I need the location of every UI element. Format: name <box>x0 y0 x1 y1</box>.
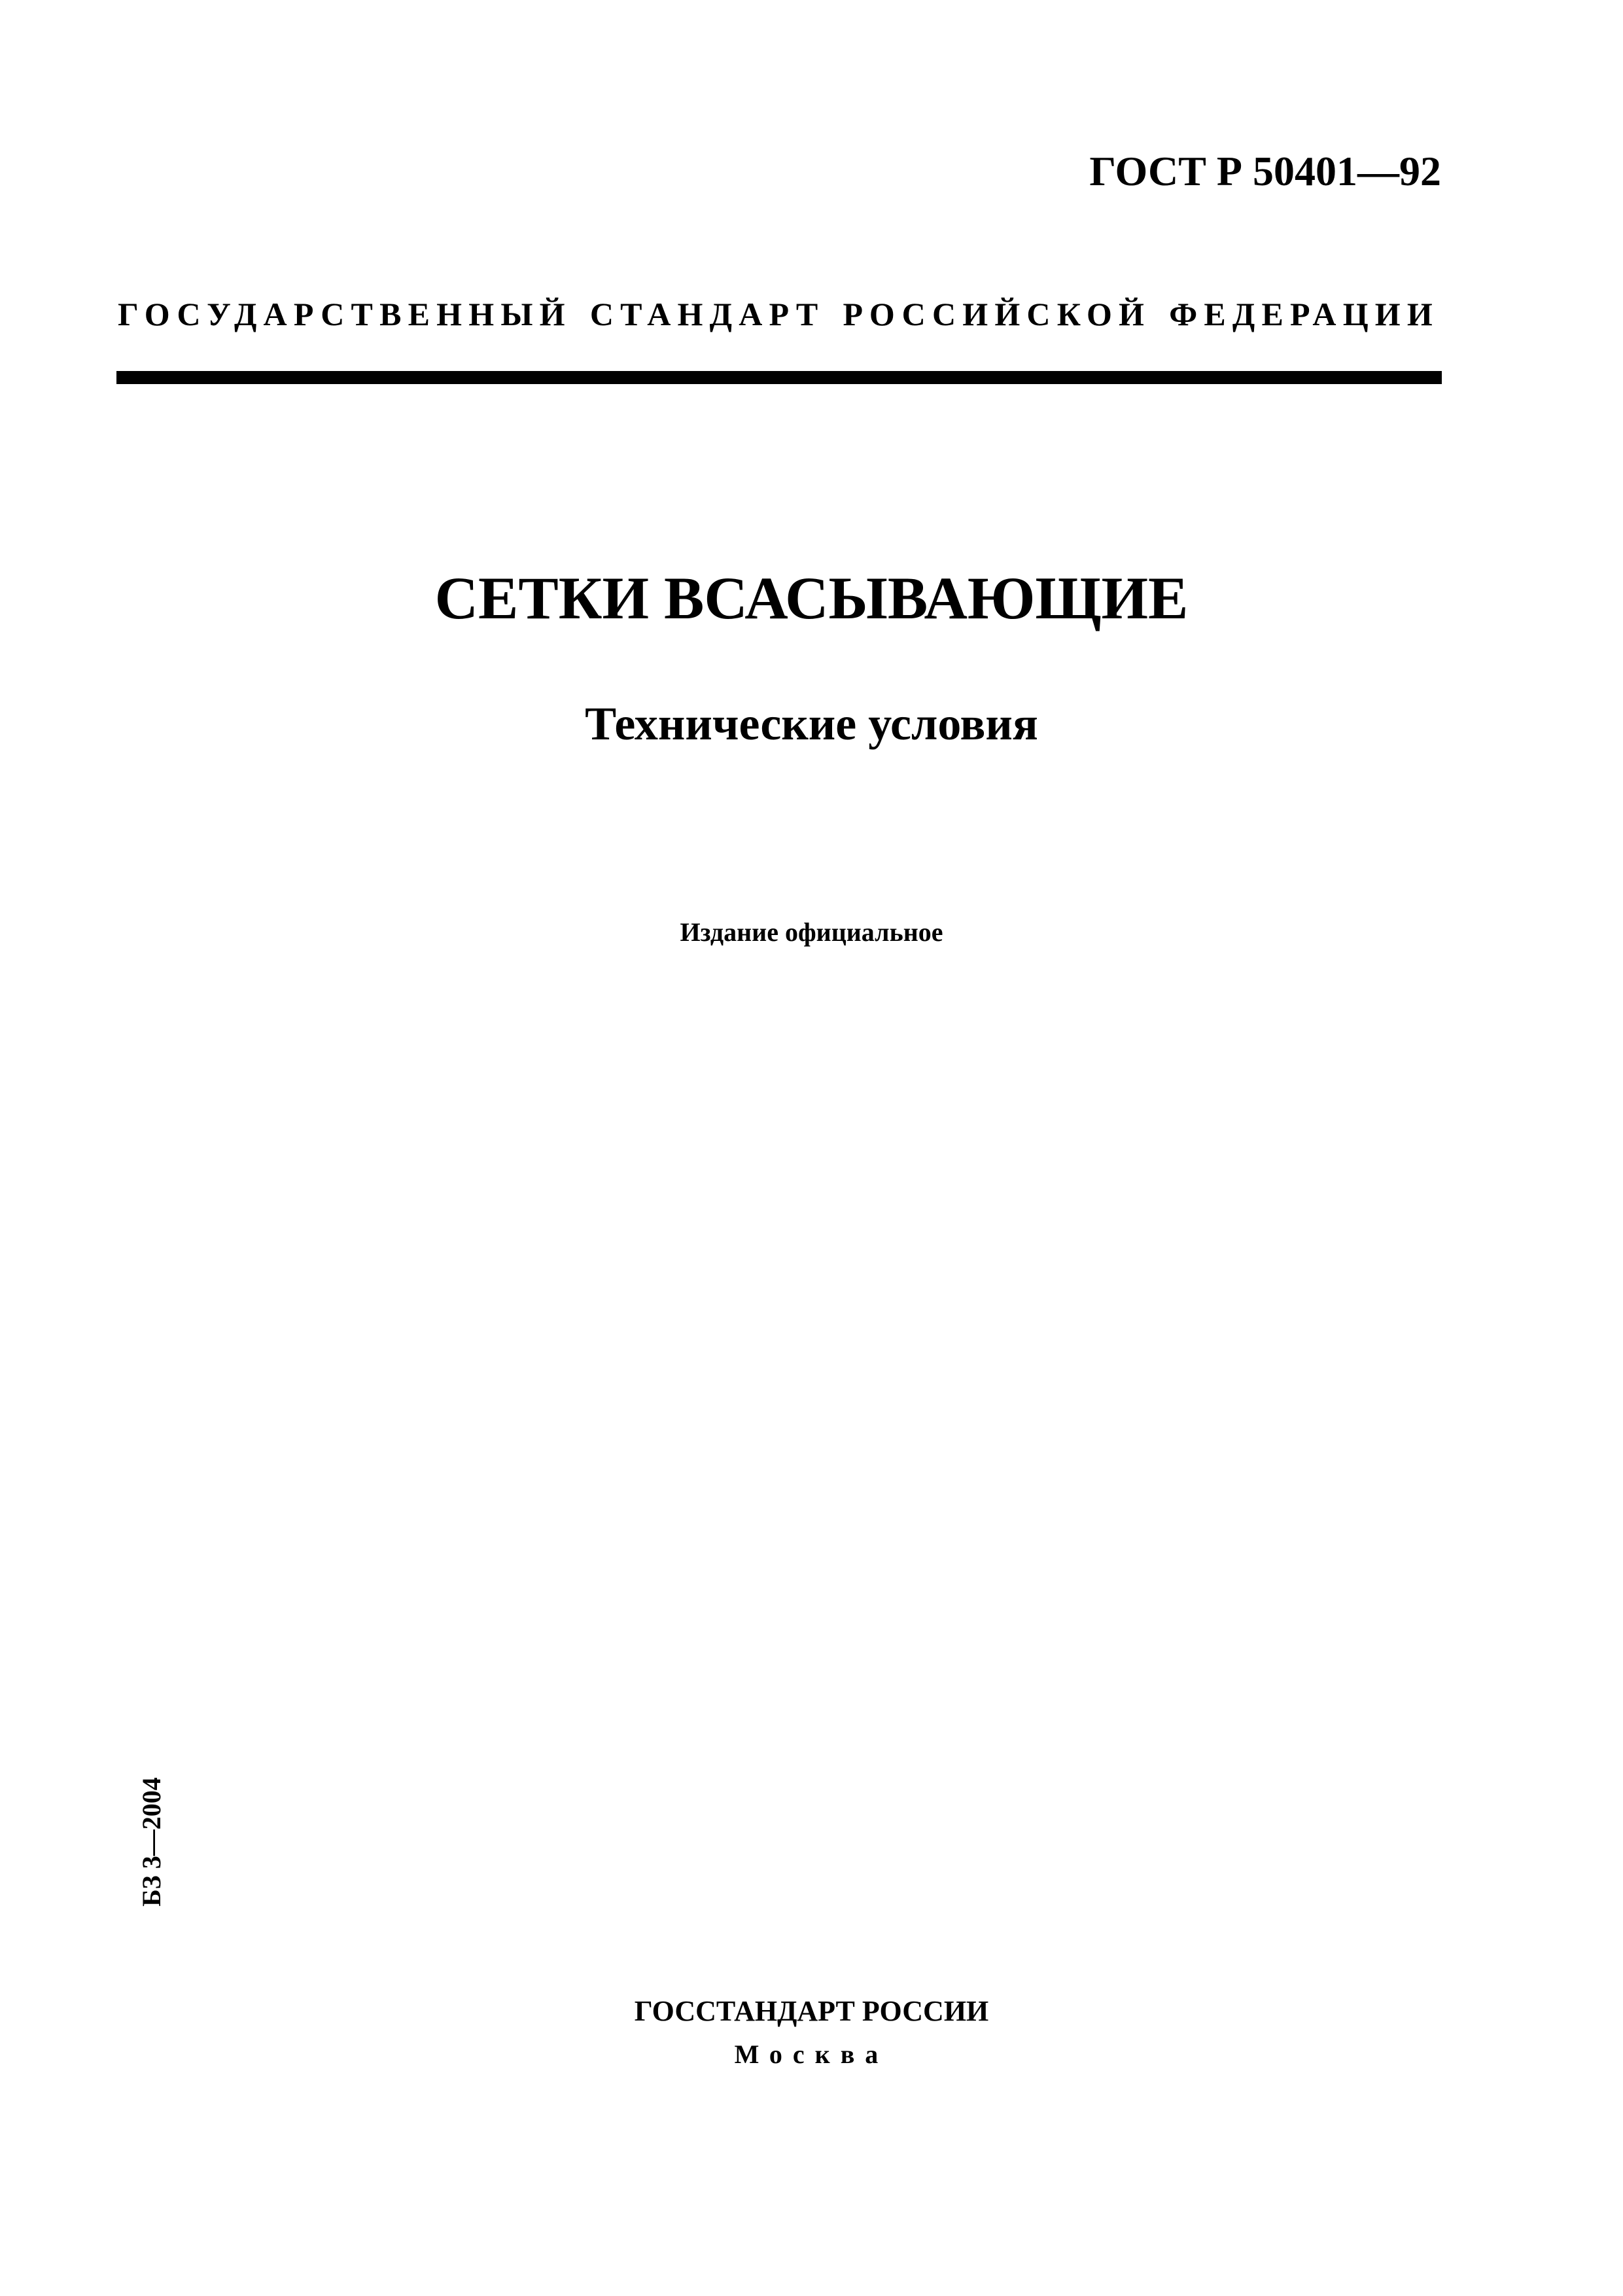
document-number: ГОСТ Р 50401—92 <box>1089 148 1441 194</box>
document-title: СЕТКИ ВСАСЫВАЮЩИЕ <box>434 565 1189 631</box>
side-stamp: БЗ 3—2004 <box>137 1777 166 1907</box>
header-rule <box>116 371 1442 384</box>
publisher-name: ГОССТАНДАРТ РОССИИ <box>634 1995 989 2027</box>
document-subtitle: Технические условия <box>585 698 1038 750</box>
standard-header: ГОСУДАРСТВЕННЫЙ СТАНДАРТ РОССИЙСКОЙ ФЕДЕРАЦИИ <box>118 296 1439 332</box>
publisher-city: Москва <box>734 2040 889 2069</box>
edition-label: Издание официальное <box>680 917 943 947</box>
